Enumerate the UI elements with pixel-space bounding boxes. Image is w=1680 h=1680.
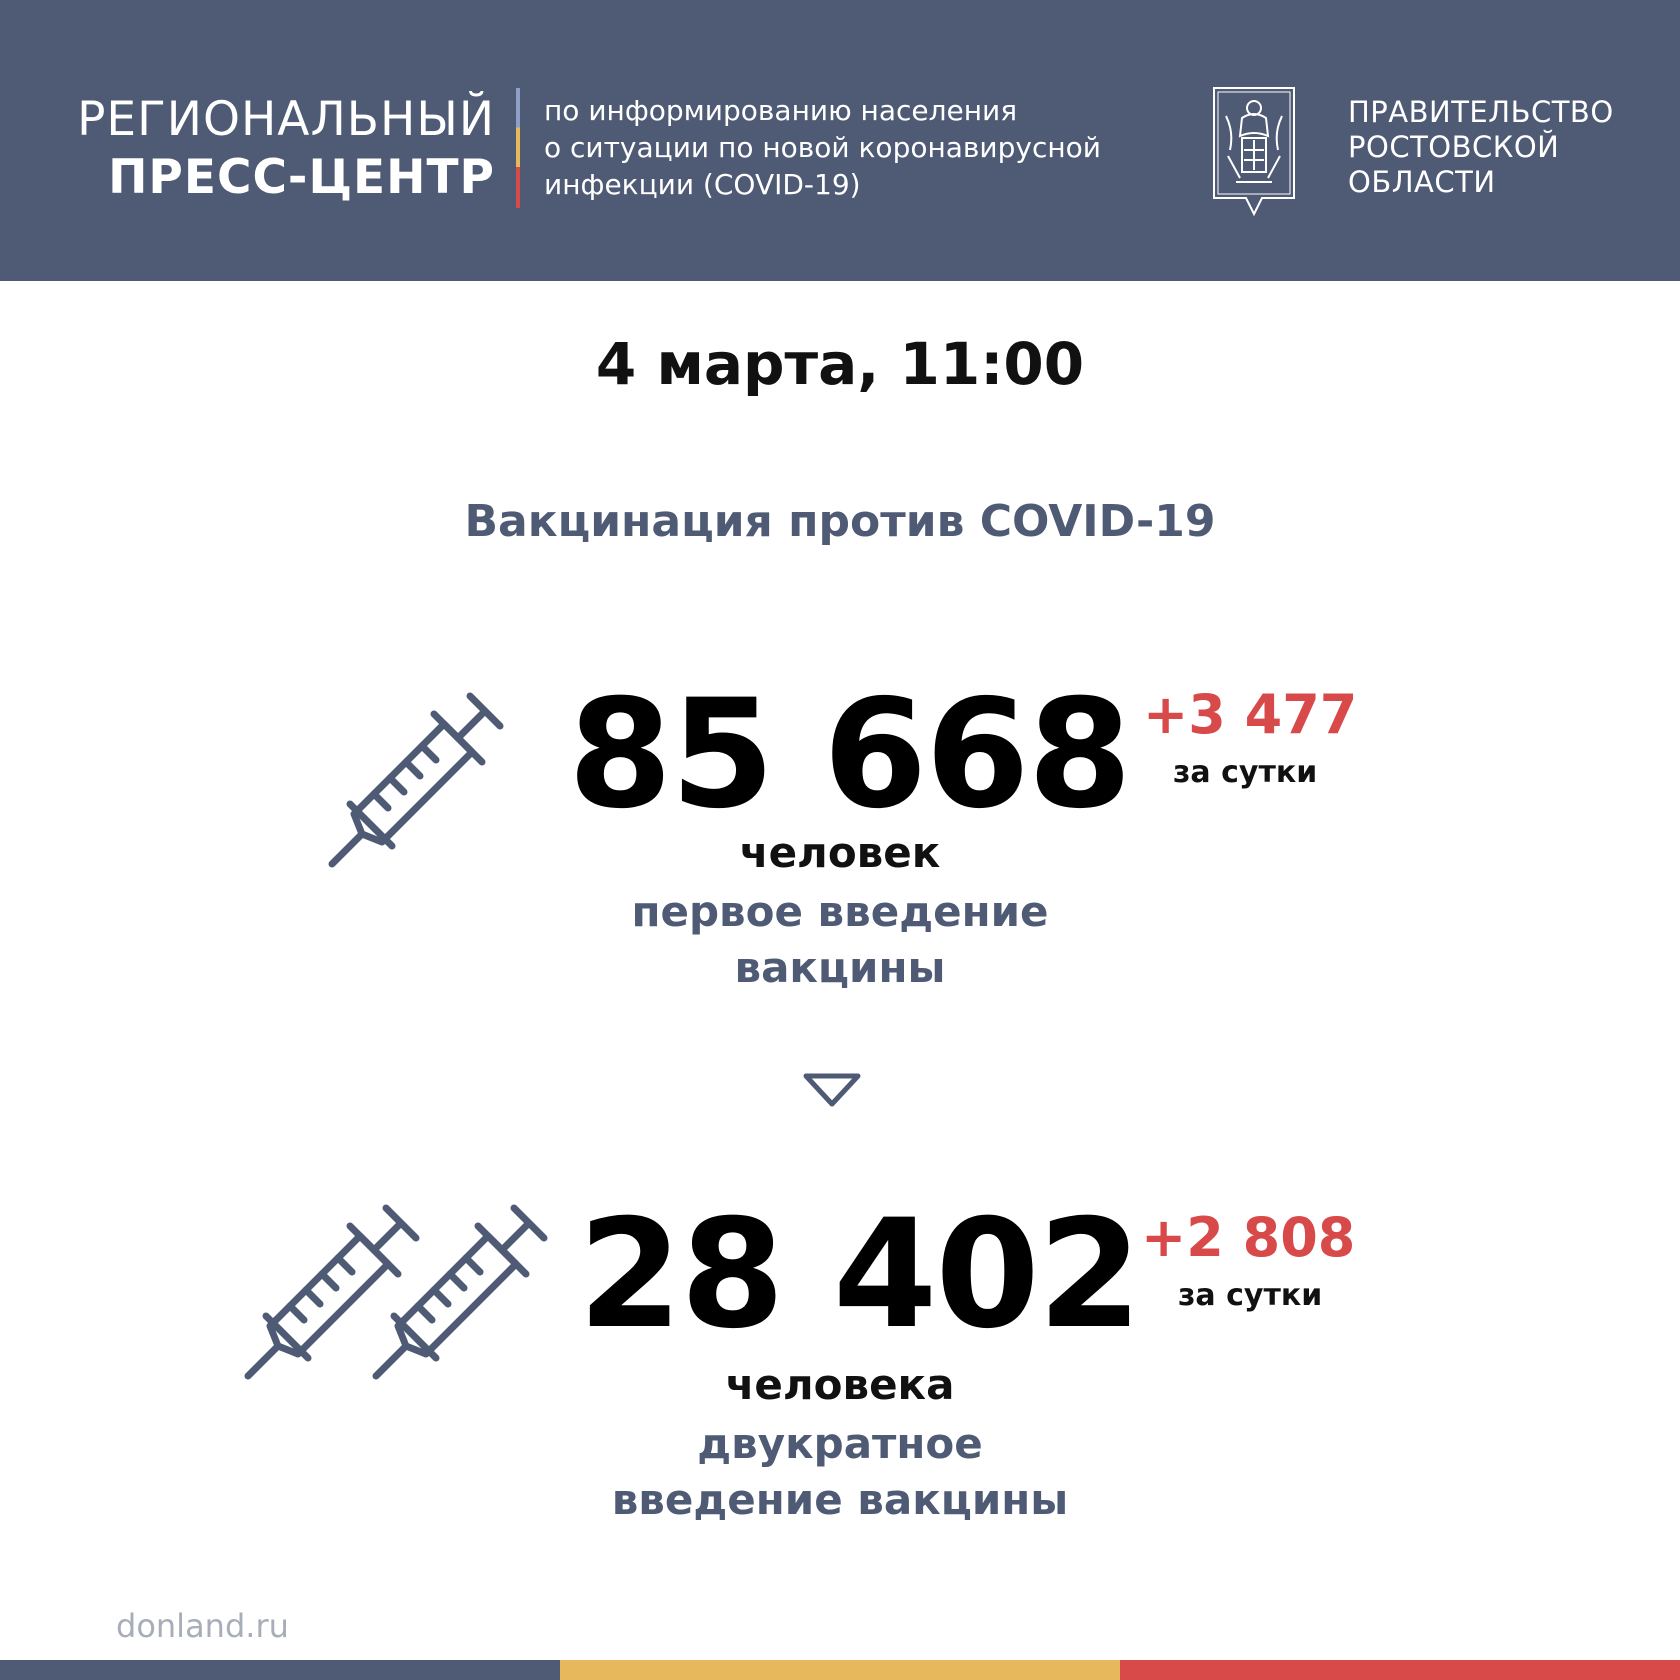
description-line: введение вакцины bbox=[611, 1475, 1069, 1524]
coat-of-arms-icon bbox=[1212, 86, 1296, 218]
subtitle-line: по информированию населения bbox=[544, 94, 1018, 127]
second-dose-unit: человека bbox=[725, 1360, 955, 1409]
gov-line: ОБЛАСТИ bbox=[1348, 165, 1496, 199]
first-dose-daily-increase: +3 477 bbox=[1143, 683, 1358, 746]
gov-line: РОСТОВСКОЙ bbox=[1348, 130, 1560, 164]
subtitle-line: инфекции (COVID-19) bbox=[544, 168, 861, 201]
gov-line: ПРАВИТЕЛЬСТВО bbox=[1348, 95, 1614, 129]
description-line: первое введение bbox=[631, 887, 1049, 936]
subtitle-line: о ситуации по новой коронавирусной bbox=[544, 131, 1102, 164]
report-date: 4 марта, 11:00 bbox=[595, 330, 1085, 398]
footer-stripe-blue bbox=[0, 1660, 560, 1680]
first-dose-per-day-label: за сутки bbox=[1173, 755, 1318, 790]
triangle-down-icon bbox=[802, 1072, 862, 1108]
description-line: вакцины bbox=[734, 943, 946, 992]
second-dose-per-day-label: за сутки bbox=[1178, 1278, 1323, 1313]
brand-title-line2: ПРЕСС-ЦЕНТР bbox=[108, 150, 495, 205]
first-dose-description bbox=[440, 884, 1240, 996]
site-url: donland.ru bbox=[116, 1607, 289, 1645]
first-dose-unit: человек bbox=[739, 828, 941, 877]
footer-stripe-red bbox=[1120, 1660, 1680, 1680]
header-banner bbox=[0, 0, 1680, 281]
second-dose-daily-increase: +2 808 bbox=[1141, 1206, 1356, 1269]
second-dose-count: 28 402 bbox=[578, 1188, 1141, 1362]
syringe-icon bbox=[322, 684, 512, 874]
header-subtitle bbox=[544, 92, 1101, 203]
syringe-icon bbox=[366, 1196, 556, 1386]
government-name bbox=[1348, 95, 1614, 200]
second-dose-description bbox=[440, 1416, 1240, 1528]
description-line: двукратное bbox=[697, 1419, 983, 1468]
section-title: Вакцинация против COVID-19 bbox=[464, 496, 1216, 547]
first-dose-count: 85 668 bbox=[568, 668, 1131, 842]
brand-title-line1: РЕГИОНАЛЬНЫЙ bbox=[77, 92, 495, 147]
brand-divider bbox=[516, 88, 520, 208]
footer-stripe-yellow bbox=[560, 1660, 1120, 1680]
